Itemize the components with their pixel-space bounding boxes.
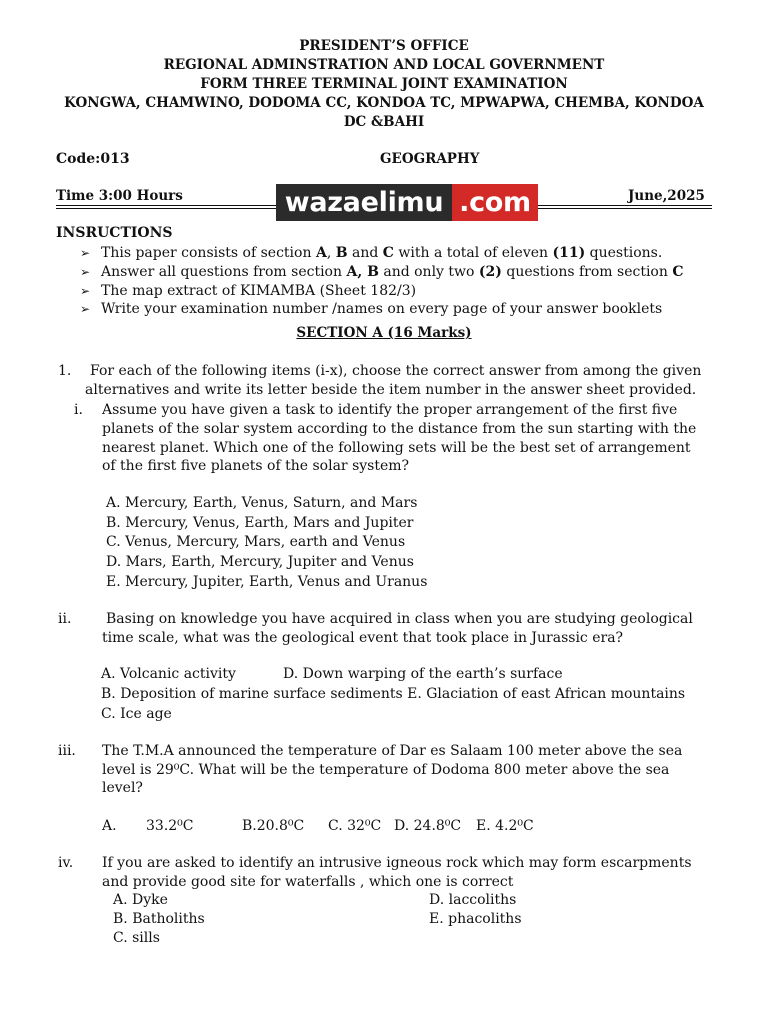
answer-option: A. Volcanic activity [101, 666, 236, 682]
instruction-text: and [347, 245, 383, 261]
instructions-title: INSRUCTIONS [56, 225, 173, 241]
instruction-bold: C [382, 245, 394, 261]
instruction-bold: (11) [552, 245, 586, 261]
header-line-5: DC &BAHI [343, 114, 425, 130]
logo-tld: .com [452, 184, 538, 221]
item-ii-line: time scale, what was the geological event that took place in Jurassic era? [102, 630, 624, 646]
instruction-text: questions from section [501, 264, 673, 280]
item-iv-line: and provide good site for waterfalls , which one is correct [102, 874, 514, 890]
item-i-line: of the first five planets of the solar system? [102, 458, 410, 474]
arrow-bullet-icon: ➢ [80, 265, 91, 279]
instruction-text: This paper consists of section [101, 245, 316, 261]
item-number: ii. [58, 611, 72, 627]
header-line-1: PRESIDENT’S OFFICE [299, 38, 469, 54]
instruction-text: questions. [585, 245, 663, 261]
item-iii-line: The T.M.A announced the temperature of Dar es Salaam 100 meter above the sea [102, 743, 683, 759]
instruction-text: with a total of eleven [393, 245, 553, 261]
answer-option: C. sills [113, 930, 160, 946]
answer-option: A. Mercury, Earth, Venus, Saturn, and Mars [106, 495, 418, 511]
header-line-3: FORM THREE TERMINAL JOINT EXAMINATION [200, 76, 568, 92]
item-i-line: Assume you have given a task to identify the proper arrangement of the first five [102, 402, 678, 418]
answer-option: C. Venus, Mercury, Mars, earth and Venus [106, 534, 406, 550]
instruction-bold: A, B [346, 264, 379, 280]
answer-option: B.20.8⁰C [242, 818, 305, 834]
section-a-title: SECTION A (16 Marks) [296, 325, 472, 341]
instruction-item-3: The map extract of KIMAMBA (Sheet 182/3) [101, 283, 417, 299]
answer-option: C. 32⁰C [328, 818, 382, 834]
arrow-bullet-icon: ➢ [80, 302, 91, 316]
item-iii-line: level is 29⁰C. What will be the temperature of Dodoma 800 meter above the sea [102, 762, 670, 778]
item-ii-line: Basing on knowledge you have acquired in class when you are studying geological [106, 611, 693, 627]
answer-option: B. Batholiths [113, 911, 205, 927]
answer-option: A. Dyke [113, 892, 168, 908]
answer-option: E. 4.2⁰C [476, 818, 534, 834]
arrow-bullet-icon: ➢ [80, 246, 91, 260]
question-1-line-1: For each of the following items (i-x), choose the correct answer from among the given [90, 363, 702, 379]
answer-option: B. Deposition of marine surface sediments E. Glaciation of east African mountains [101, 686, 686, 702]
time-label: Time 3:00 Hours [56, 188, 183, 204]
instruction-item-2 [101, 263, 683, 282]
item-iv-line: If you are asked to identify an intrusive igneous rock which may form escarpments [102, 855, 692, 871]
header-line-4: KONGWA, CHAMWINO, DODOMA CC, KONDOA TC, MPWAPWA, CHEMBA, KONDOA [64, 95, 704, 111]
instruction-item-4: Write your examination number /names on every page of your answer booklets [101, 301, 663, 317]
wazaelimu-logo [276, 184, 538, 221]
item-i-line: planets of the solar system according to the distance from the sun starting with the [102, 421, 697, 437]
answer-option: D. Mars, Earth, Mercury, Jupiter and Venus [106, 554, 414, 570]
answer-option: 33.2⁰C [146, 818, 194, 834]
date-label: June,2025 [628, 188, 705, 204]
question-1-line-2: alternatives and write its letter beside the item number in the answer sheet provided. [85, 382, 697, 398]
item-number: iii. [58, 743, 76, 759]
answer-option: D. laccoliths [429, 892, 517, 908]
instruction-bold: B [335, 245, 348, 261]
header-line-2: REGIONAL ADMINSTRATION AND LOCAL GOVERNMENT [163, 57, 605, 73]
answer-option: E. Mercury, Jupiter, Earth, Venus and Uranus [106, 574, 428, 590]
item-number: i. [74, 402, 83, 418]
item-iii-line: level? [102, 780, 143, 796]
subject-title: GEOGRAPHY [380, 151, 480, 167]
answer-option: D. 24.8⁰C [394, 818, 462, 834]
item-number: iv. [58, 855, 74, 871]
instruction-bold: C [672, 264, 684, 280]
answer-option: E. phacoliths [429, 911, 522, 927]
answer-option: D. Down warping of the earth’s surface [283, 666, 563, 682]
exam-code: Code:013 [56, 151, 130, 167]
instruction-text: Answer all questions from section [101, 264, 347, 280]
instruction-text: and only two [378, 264, 479, 280]
answer-option: C. Ice age [101, 706, 172, 722]
instruction-item-1 [101, 244, 662, 263]
logo-name: wazaelimu [276, 184, 452, 221]
instruction-bold: A [315, 245, 327, 261]
instruction-bold: (2) [478, 264, 502, 280]
question-number: 1. [58, 363, 72, 379]
instruction-text: , [326, 245, 336, 261]
item-i-line: nearest planet. Which one of the following sets will be the best set of arrangement [102, 440, 691, 456]
answer-option: B. Mercury, Venus, Earth, Mars and Jupiter [106, 515, 414, 531]
arrow-bullet-icon: ➢ [80, 284, 91, 298]
answer-option: A. [102, 818, 117, 834]
